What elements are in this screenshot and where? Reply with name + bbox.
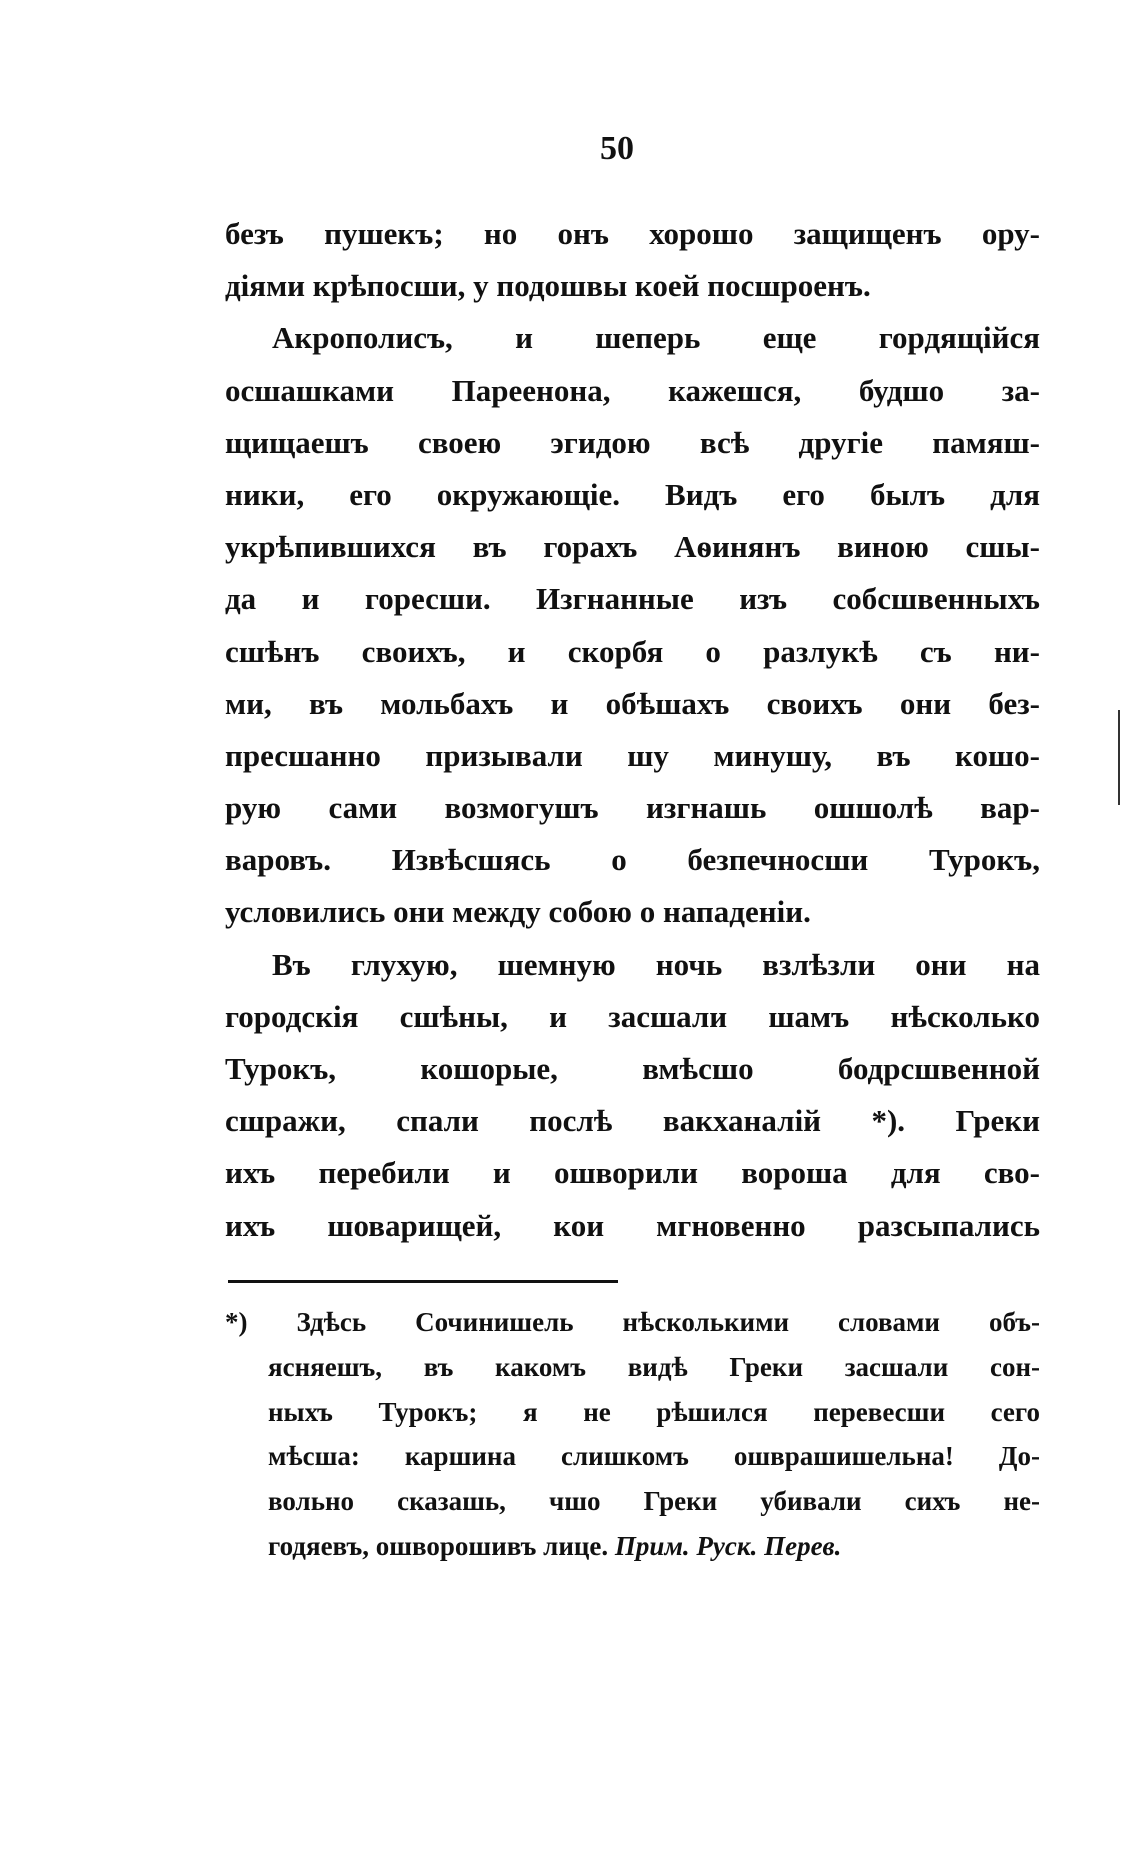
footnote-line: вольно сказашь, чшо Греки убивали сихъ не- (268, 1486, 1040, 1517)
text-line: Акрополисъ, и шеперь еще гордящійся (272, 320, 1040, 356)
text-line: щищаешъ своею эгидою всѣ другіе памяш- (225, 424, 1040, 460)
text-line: безъ пушекъ; но онъ хорошо защищенъ ору- (225, 216, 1040, 251)
footnote-line: мѣсша: каршина слишкомъ ошврашишельна! До- (268, 1441, 1040, 1472)
footnote-line: ныхъ Турокъ; я не рѣшился перевесши сего (268, 1396, 1040, 1427)
text-line: сшражи, спали послѣ вакханалій *). Греки (225, 1103, 1040, 1139)
footnote-signature: Прим. Руск. Перев. (614, 1530, 842, 1561)
text-line: пресшанно призывали шу минушу, въ кошо- (225, 737, 1040, 773)
margin-mark (1118, 710, 1120, 805)
page-number: 50 (600, 130, 634, 167)
text-line: осшашками Пареенона, кажешся, будшо за- (225, 372, 1040, 408)
text-line: ихъ шоварищей, кои мгновенно разсыпались (225, 1207, 1040, 1243)
footnote (225, 1300, 1040, 1569)
text-line: Въ глухую, шемную ночь взлѣзли они на (272, 946, 1040, 982)
footnote-line: ясняешъ, въ какомъ видѣ Греки засшали сон- (268, 1351, 1040, 1382)
text-line: ники, его окружающіе. Видъ его былъ для (225, 476, 1040, 512)
text-line: городскія сшѣны, и засшали шамъ нѣсколько (225, 998, 1040, 1034)
text-line: ми, въ мольбахъ и обѣшахъ своихъ они без- (225, 685, 1040, 721)
text-line: ихъ перебили и ошворили ворошa для сво- (225, 1155, 1040, 1191)
text-line: условились они между собою о нападеніи. (225, 894, 811, 930)
text-line: діями крѣпосши, у подошвы коей посшроенъ. (225, 268, 871, 304)
footnote-line-final (225, 1524, 1040, 1569)
text-line: да и горесши. Изгнанные изъ собсшвенныхъ (225, 581, 1040, 617)
text-line: Турокъ, кошорые, вмѣсшо бодрсшвенной (225, 1051, 1040, 1086)
text-line: варовъ. Извѣсшясь о безпечносши Турокъ, (225, 842, 1040, 878)
footnote-line-text: годяевъ, ошворошивъ лице. (268, 1530, 609, 1561)
body-text (225, 208, 1040, 1252)
footnote-line: *) Здѣсь Сочинишель нѣсколькими словами объ- (225, 1307, 1040, 1337)
text-line: сшѣнъ своихъ, и скорбя о разлукѣ съ ни- (225, 633, 1040, 669)
text-line: укрѣпившихся въ горахъ Аѳинянъ виною сшы- (225, 529, 1040, 565)
footnote-rule (228, 1280, 618, 1283)
text-line: рую сами возмогушъ изгнашь ошшолѣ вар- (225, 790, 1040, 826)
